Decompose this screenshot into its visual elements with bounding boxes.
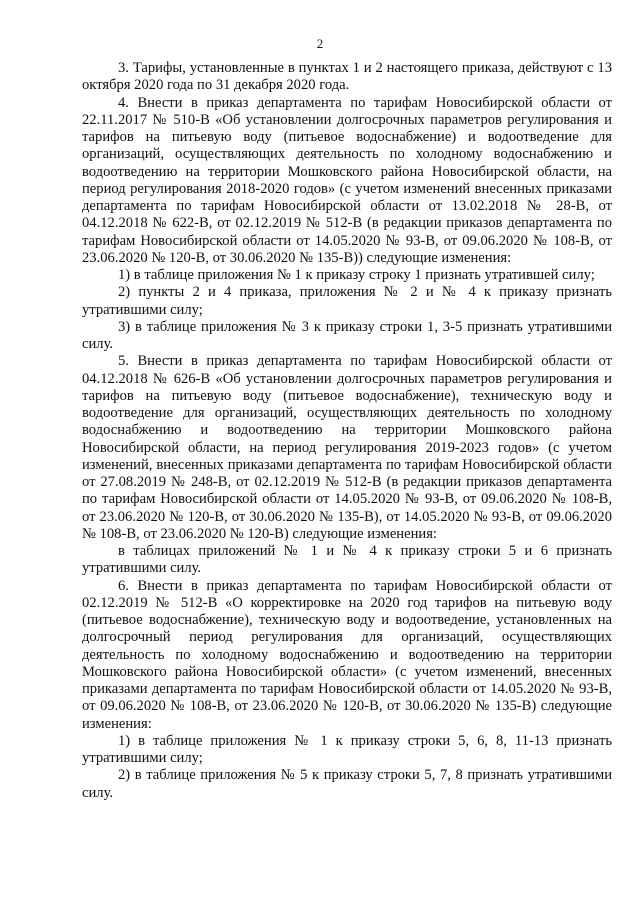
paragraph-6-item-2: 2) в таблице приложения № 5 к приказу строки 5, 7, 8 признать утратившими силу. <box>82 767 612 801</box>
paragraph-4-amend-order-510: 4. Внести в приказ департамента по тарифам Новосибирской области от 22.11.2017 № 510-В «Об установлении долгосрочных параметров регулирования и тарифов на питьевую воду (питьевое водоснабжение) и водоотведение для организаций, осуществляющих деятельность по холодному водоснабжению и водоотведению на территории Мошковского района Новосибирской области, на период регулирования 2018-2020 годов» (с учетом изменений внесенных приказами департамента по тарифам Новосибирской области от 13.02.2018 № 28-В, от 04.12.2018 № 622-В, от 02.12.2019 № 512-В (в редакции приказов департамента по тарифам Новосибирской области от 14.05.2020 № 93-В, от 09.06.2020 № 108-В, от 23.06.2020 № 120-В, от 30.06.2020 № 135-В)) следующие изменения: <box>82 94 612 266</box>
paragraph-5-amend-order-626: 5. Внести в приказ департамента по тарифам Новосибирской области от 04.12.2018 № 626-В «Об установлении долгосрочных параметров регулирования и тарифов на питьевую воду (питьевое водоснабжение), техническую воду и водоотведение для организаций, осуществляющих деятельность по холодному водоснабжению и водоотведению на территории Мошковского района Новосибирской области, на период регулирования 2019-2023 годов» (с учетом изменений, внесенных приказами департамента по тарифам Новосибирской области от 27.08.2019 № 248-В, от 02.12.2019 № 512-В (в редакции приказов департамента по тарифам Новосибирской области от 14.05.2020 № 93-В, от 09.06.2020 № 108-В, от 23.06.2020 № 120-В, от 30.06.2020 № 135-В), от 14.05.2020 № 93-В, от 09.06.2020 № 108-В, от 23.06.2020 № 120-В) следующие изменения: <box>82 353 612 542</box>
page-number: 2 <box>316 36 324 51</box>
paragraph-4-item-1: 1) в таблице приложения № 1 к приказу строку 1 признать утратившей силу; <box>118 267 595 283</box>
paragraph-6-item-1: 1) в таблице приложения № 1 к приказу строки 5, 6, 8, 11-13 признать утратившими силу; <box>82 732 612 766</box>
paragraph-5-item: в таблицах приложений № 1 и № 4 к приказу строки 5 и 6 признать утратившими силу. <box>82 543 612 577</box>
paragraph-4-item-2: 2) пункты 2 и 4 приказа, приложения № 2 и № 4 к приказу признать утратившими силу; <box>82 284 612 318</box>
paragraph-4-item-3: 3) в таблице приложения № 3 к приказу строки 1, 3-5 признать утратившими силу. <box>82 318 612 352</box>
paragraph-6-amend-order-512: 6. Внести в приказ департамента по тарифам Новосибирской области от 02.12.2019 № 512-В «О корректировке на 2020 год тарифов на питьевую воду (питьевое водоснабжение), техническую воду и водоотведение, установленных на долгосрочный период регулирования для организаций, осуществляющих деятельность по холодному водоснабжению и водоотведению на территории Мошковского района Новосибирской области» (с учетом изменений, внесенных приказами департамента по тарифам Новосибирской области от 14.05.2020 № 93-В, от 09.06.2020 № 108-В, от 23.06.2020 № 120-В, от 30.06.2020 № 135-В) следующие изменения: <box>82 577 612 732</box>
document-body <box>82 60 612 802</box>
paragraph-3-tariff-period: 3. Тарифы, установленные в пунктах 1 и 2 настоящего приказа, действуют с 13 октября 2020 года по 31 декабря 2020 года. <box>82 60 612 94</box>
